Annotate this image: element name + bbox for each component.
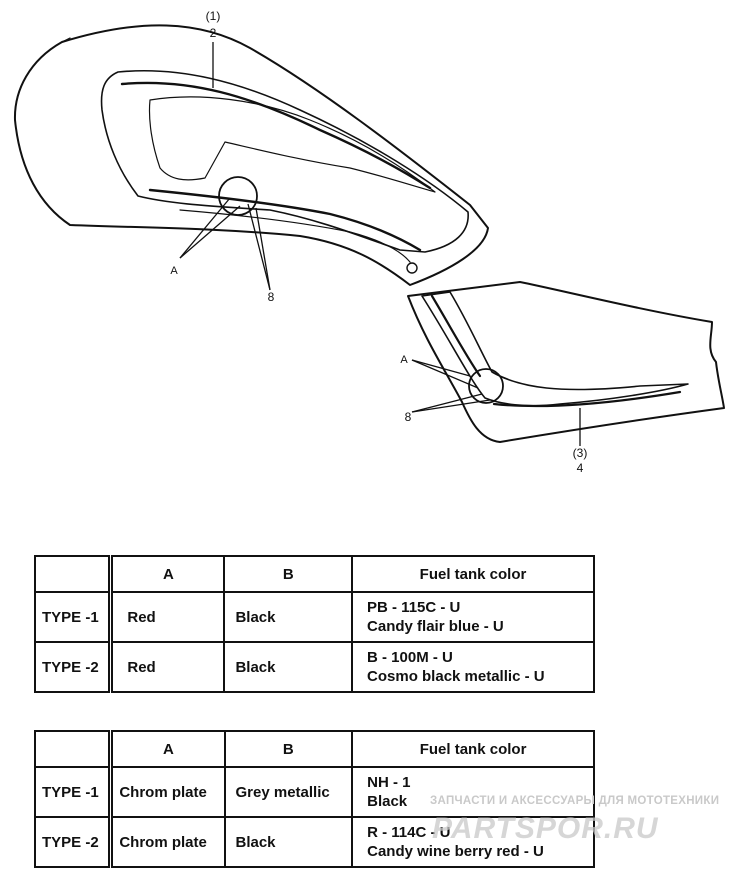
fuel-tank-color-cell xyxy=(352,767,594,817)
color-code: R - 114C - U xyxy=(367,824,451,841)
header-b: B xyxy=(224,556,352,592)
type-cell: TYPE -1 xyxy=(35,592,111,642)
header-fuel-tank-color: Fuel tank color xyxy=(352,556,594,592)
header-fuel-tank-color: Fuel tank color xyxy=(352,731,594,767)
b-cell: Grey metallic xyxy=(225,767,353,817)
color-code: NH - 1 xyxy=(367,774,411,791)
callout-a-upper: A xyxy=(170,265,178,277)
callout-part-1: (1) xyxy=(205,9,221,23)
callout-b-upper: 8 xyxy=(267,290,275,304)
callout-part-2: 2 xyxy=(209,26,217,40)
lower-side-cover xyxy=(408,282,724,442)
watermark-tagline: ЗАПЧАСТИ И АКСЕССУАРЫ ДЛЯ МОТОТЕХНИКИ xyxy=(430,795,720,807)
callout-b-lower: 8 xyxy=(404,410,412,424)
watermark-logo: PARTSPOR.RU xyxy=(432,812,659,845)
b-cell: Black xyxy=(224,592,352,642)
type-cell: TYPE -1 xyxy=(35,767,111,817)
table-row xyxy=(35,642,594,692)
table-row xyxy=(35,767,594,817)
header-a: A xyxy=(111,556,225,592)
table-header-row xyxy=(35,731,594,767)
color-name: Black xyxy=(367,793,408,810)
fuel-tank-color-cell xyxy=(352,642,594,692)
header-corner xyxy=(35,556,111,592)
color-name: Candy flair blue - U xyxy=(367,618,504,635)
callout-part-4: 4 xyxy=(576,461,584,475)
header-a: A xyxy=(111,731,225,767)
header-corner xyxy=(35,731,111,767)
callout-part-3: (3) xyxy=(572,446,588,460)
a-cell: Red xyxy=(111,642,225,692)
a-cell: Chrom plate xyxy=(111,767,225,817)
a-cell: Chrom plate xyxy=(111,817,225,867)
type-cell: TYPE -2 xyxy=(35,817,111,867)
callout-a-lower: A xyxy=(400,354,408,366)
color-code: PB - 115C - U xyxy=(367,599,461,616)
a-cell: Red xyxy=(111,592,225,642)
b-cell: Black xyxy=(225,817,353,867)
type-cell: TYPE -2 xyxy=(35,642,111,692)
color-name: Cosmo black metallic - U xyxy=(367,668,545,685)
header-b: B xyxy=(225,731,353,767)
upper-leader-lines xyxy=(180,42,270,290)
color-table-1 xyxy=(34,555,595,693)
upper-side-cover xyxy=(15,25,488,285)
table-row xyxy=(35,592,594,642)
table-header-row xyxy=(35,556,594,592)
color-code: B - 100M - U xyxy=(367,649,453,666)
b-cell: Black xyxy=(224,642,352,692)
color-name: Candy wine berry red - U xyxy=(367,843,544,860)
fuel-tank-color-cell xyxy=(352,592,594,642)
